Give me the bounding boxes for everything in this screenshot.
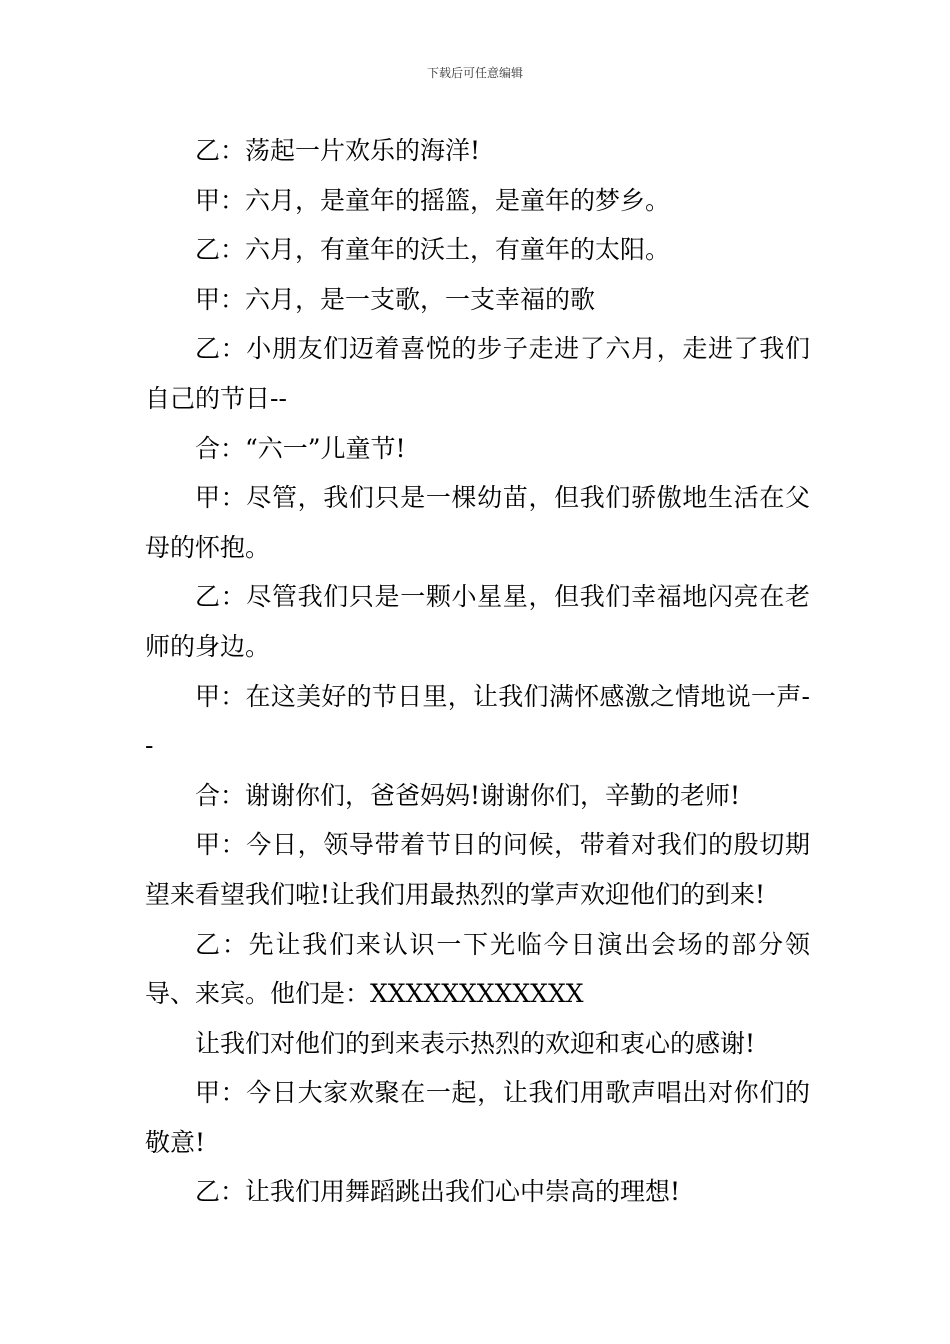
paragraph: 乙：先让我们来认识一下光临今日演出会场的部分领导、来宾。他们是：XXXXXXXXXXXX	[145, 929, 810, 1009]
paragraph: 甲：在这美好的节日里，让我们满怀感激之情地说一声--	[145, 681, 810, 761]
paragraph: 乙：六月，有童年的沃土，有童年的太阳。	[195, 235, 671, 265]
paragraph: 甲：六月，是童年的摇篮，是童年的梦乡。	[195, 185, 671, 215]
paragraph: 合：谢谢你们，爸爸妈妈!谢谢你们，辛勤的老师!	[195, 780, 741, 810]
paragraph: 乙：让我们用舞蹈跳出我们心中崇高的理想!	[195, 1177, 681, 1207]
paragraph: 乙：小朋友们迈着喜悦的步子走进了六月，走进了我们自己的节日--	[145, 334, 810, 413]
paragraph: 甲：六月，是一支歌，一支幸福的歌	[195, 284, 596, 314]
paragraph: 乙：尽管我们只是一颗小星星，但我们幸福地闪亮在老师的身边。	[145, 582, 810, 661]
paragraph: 甲：尽管，我们只是一棵幼苗，但我们骄傲地生活在父母的怀抱。	[145, 483, 810, 562]
paragraph: 甲：今日大家欢聚在一起，让我们用歌声唱出对你们的敬意!	[145, 1078, 810, 1157]
paragraph: 甲：今日，领导带着节日的问候，带着对我们的殷切期望来看望我们啦!让我们用最热烈的掌声欢迎他们的到来!	[145, 830, 810, 909]
paragraph: 乙：荡起一片欢乐的海洋!	[195, 136, 481, 165]
page-header: 下载后可任意编辑	[426, 66, 523, 80]
paragraph: 让我们对他们的到来表示热烈的欢迎和衷心的感谢!	[195, 1028, 756, 1058]
paragraph: 合：“六一”儿童节!	[195, 433, 406, 463]
document-body	[145, 126, 810, 1217]
